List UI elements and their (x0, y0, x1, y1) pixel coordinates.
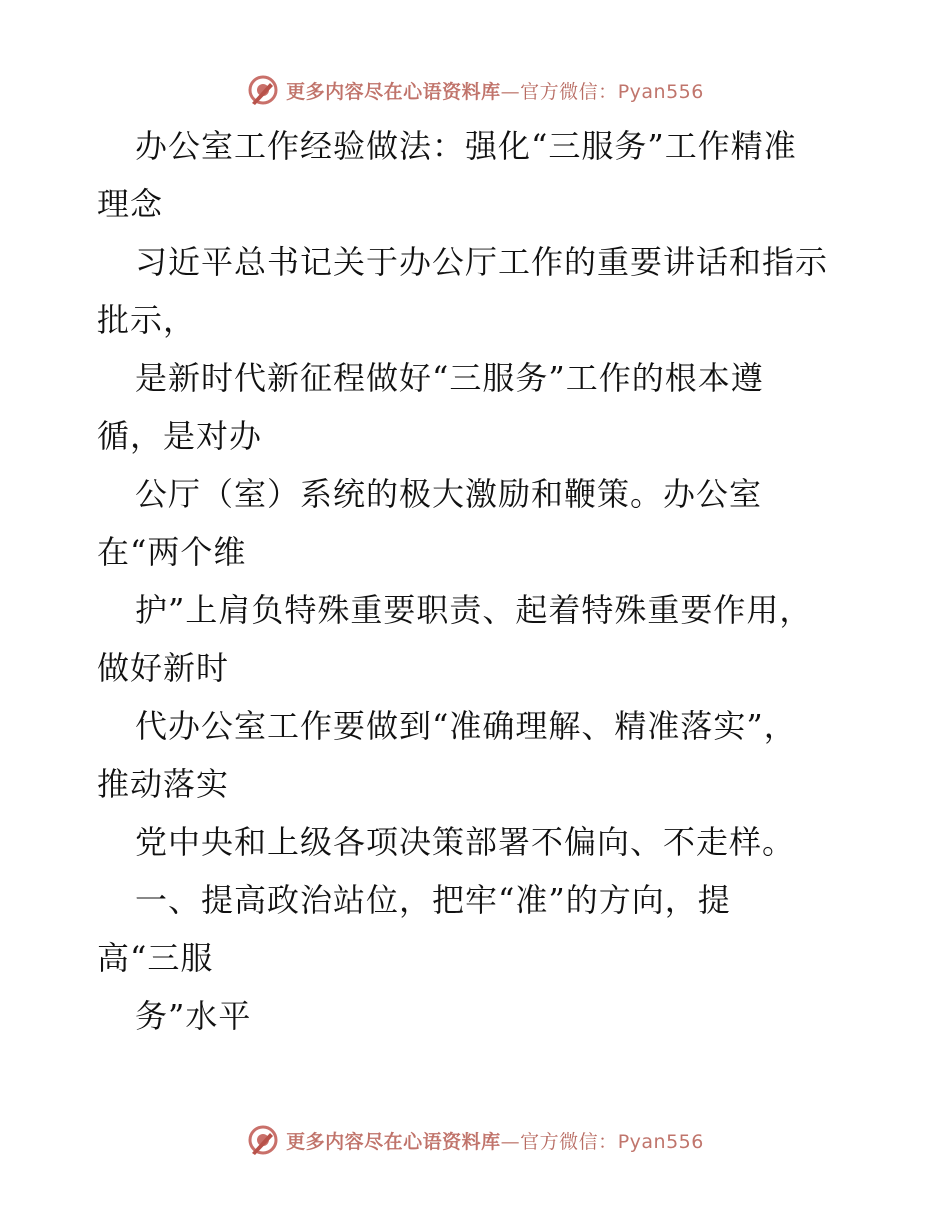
banner-official-label: 官方微信： (520, 1130, 618, 1153)
footer-banner (0, 1122, 950, 1158)
text-line: 党中央和上级各项决策部署不偏向、不走样。 (135, 823, 796, 861)
text-line: 护”上肩负特殊重要职责、起着特殊重要作用， (135, 591, 813, 629)
text-line: 是新时代新征程做好“三服务”工作的根本遵 (135, 359, 764, 397)
text-line: 做好新时 (97, 649, 230, 687)
banner-official-label: 官方微信： (520, 80, 618, 103)
banner-main-text: 更多内容尽在心语资料库 (286, 80, 501, 103)
header-banner-text (286, 77, 704, 104)
pen-logo-icon (246, 73, 280, 107)
text-line: 一、提高政治站位，把牢“准”的方向，提 (135, 881, 731, 919)
header-banner (0, 72, 950, 108)
footer-banner-text (286, 1127, 704, 1154)
text-line: 办公室工作经验做法：强化“三服务”工作精准 (135, 127, 797, 165)
text-line: 代办公室工作要做到“准确理解、精准落实”， (135, 707, 797, 745)
text-line: 高“三服 (97, 939, 214, 977)
text-line: 推动落实 (97, 765, 230, 803)
text-line: 公厅（室）系统的极大激励和鞭策。办公室 (135, 475, 763, 513)
banner-account: Pyan556 (617, 1130, 704, 1153)
banner-account: Pyan556 (617, 80, 704, 103)
text-line: 在“两个维 (97, 533, 247, 571)
banner-dash: — (500, 1130, 521, 1153)
text-line: 务”水平 (135, 997, 252, 1035)
pen-logo-icon (246, 1123, 280, 1157)
text-line: 理念 (97, 185, 164, 223)
banner-dash: — (500, 80, 521, 103)
text-line: 习近平总书记关于办公厅工作的重要讲话和指示 (135, 243, 829, 281)
text-line: 循，是对办 (97, 417, 263, 455)
banner-main-text: 更多内容尽在心语资料库 (286, 1130, 501, 1153)
document-body (97, 117, 857, 1045)
text-line: 批示， (97, 301, 197, 339)
